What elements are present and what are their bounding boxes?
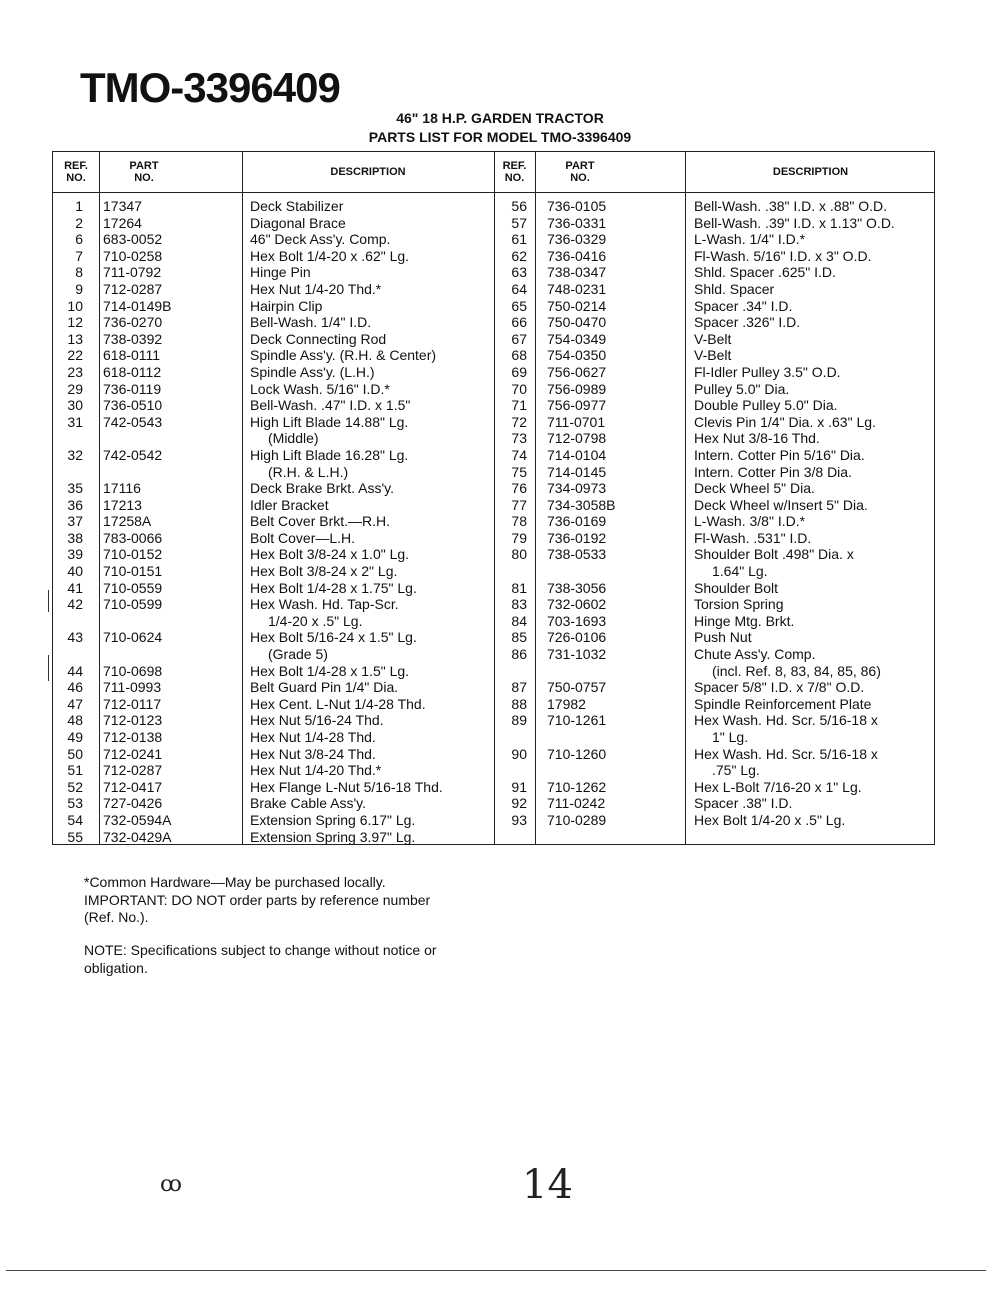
part-description: Deck Brake Brkt. Ass'y. [250, 480, 395, 497]
part-description: Hex L-Bolt 7/16-20 x 1" Lg. [694, 778, 862, 795]
part-number: 714-0149B [103, 297, 172, 314]
part-number: 17116 [103, 480, 141, 497]
part-number: 711-0242 [547, 795, 606, 812]
part-description: Chute Ass'y. Comp. [694, 646, 816, 663]
part-number: 710-0258 [103, 247, 163, 264]
ref-number: 91 [511, 778, 527, 795]
part-description: Spindle Ass'y. (R.H. & Center) [250, 347, 437, 364]
parts-row [53, 281, 934, 298]
part-description: Deck Wheel w/Insert 5" Dia. [694, 496, 868, 513]
part-description: Hex Bolt 1/4-20 x .5" Lg. [694, 811, 846, 828]
part-description: Bell-Wash. .38" I.D. x .88" O.D. [694, 198, 888, 214]
ref-number: 71 [511, 397, 527, 414]
ref-number: 64 [511, 280, 527, 297]
part-number: 736-0329 [547, 231, 607, 248]
parts-row [53, 264, 934, 281]
model-title: TMO-3396409 [80, 64, 340, 111]
ref-number: 79 [511, 529, 527, 546]
part-number: 736-0270 [103, 314, 163, 331]
part-description: Brake Cable Ass'y. [250, 795, 367, 812]
part-description: Deck Wheel 5" Dia. [694, 480, 815, 497]
ref-number: 55 [67, 828, 83, 845]
part-description: Diagonal Brace [250, 214, 346, 231]
page-bottom-rule [6, 1270, 986, 1271]
ref-number: 76 [511, 480, 527, 497]
part-number: 712-0417 [103, 778, 163, 795]
scan-margin-mark [48, 655, 49, 681]
part-description: L-Wash. 3/8" I.D.* [694, 513, 806, 530]
part-description: (incl. Ref. 8, 83, 84, 85, 86) [712, 662, 881, 679]
part-description: Idler Bracket [250, 496, 329, 513]
ref-number: 48 [67, 712, 83, 729]
ref-number: 43 [67, 629, 83, 646]
part-number: 731-1032 [547, 646, 607, 663]
parts-row [53, 546, 934, 563]
parts-row [53, 829, 934, 846]
part-description: Spacer .38" I.D. [694, 795, 793, 812]
parts-row [53, 629, 934, 646]
part-description: Double Pulley 5.0" Dia. [694, 397, 838, 414]
part-description: V-Belt [694, 330, 732, 347]
parts-row [53, 464, 934, 481]
part-description: Bell-Wash. .47" I.D. x 1.5" [250, 397, 411, 414]
parts-row [53, 381, 934, 398]
ref-number: 35 [67, 480, 83, 497]
part-description: Hex Nut 1/4-20 Thd.* [250, 762, 382, 779]
part-number: 683-0052 [103, 231, 163, 248]
part-number: 736-0119 [103, 380, 162, 397]
part-description: Shld. Spacer [694, 280, 775, 297]
parts-row [53, 513, 934, 530]
part-number: 17347 [103, 198, 142, 214]
part-number: 17213 [103, 496, 142, 513]
parts-row [53, 248, 934, 265]
part-description: Spindle Reinforcement Plate [694, 695, 872, 712]
ref-number: 7 [75, 247, 83, 264]
parts-row [53, 231, 934, 248]
parts-row [53, 762, 934, 779]
ref-number: 51 [67, 762, 83, 779]
parts-row [53, 447, 934, 464]
ref-number: 77 [511, 496, 527, 513]
parts-row [53, 397, 934, 414]
ref-number: 1 [75, 198, 83, 214]
ref-number: 84 [511, 612, 527, 629]
part-description: (R.H. & L.H.) [268, 463, 349, 480]
ref-number: 73 [511, 430, 527, 447]
part-description: High Lift Blade 16.28" Lg. [250, 446, 409, 463]
part-description: Spindle Ass'y. (L.H.) [250, 363, 375, 380]
part-number: 711-0993 [103, 679, 162, 696]
ref-number: 40 [67, 563, 83, 580]
parts-row [53, 646, 934, 663]
part-number: 712-0123 [103, 712, 163, 729]
ref-number: 66 [511, 314, 527, 331]
ref-number: 70 [511, 380, 527, 397]
parts-row [53, 414, 934, 431]
part-number: 17258A [103, 513, 152, 530]
part-number: 738-0392 [103, 330, 163, 347]
scan-margin-mark [48, 590, 49, 612]
document-subtitle: 46" 18 H.P. GARDEN TRACTOR [396, 110, 604, 126]
part-number: 17264 [103, 214, 142, 231]
ref-number: 63 [511, 264, 527, 281]
part-description: Hex Bolt 3/8-24 x 1.0" Lg. [250, 546, 410, 563]
ref-number: 53 [67, 795, 83, 812]
part-number: 754-0349 [547, 330, 607, 347]
ref-number: 2 [75, 214, 83, 231]
header-ref-left: REF. NO. [64, 160, 88, 184]
ref-number: 87 [511, 679, 527, 696]
part-number: 742-0543 [103, 413, 163, 430]
part-number: 783-0066 [103, 529, 163, 546]
header-description-left: DESCRIPTION [330, 166, 406, 178]
ref-number: 62 [511, 247, 527, 264]
ref-number: 22 [67, 347, 83, 364]
part-description: Hex Nut 3/8-24 Thd. [250, 745, 376, 762]
part-number: 732-0594A [103, 811, 172, 828]
ref-number: 54 [67, 811, 83, 828]
ref-number: 90 [511, 745, 527, 762]
part-description: Bell-Wash. .39" I.D. x 1.13" O.D. [694, 214, 895, 231]
part-number: 750-0214 [547, 297, 607, 314]
parts-row [53, 729, 934, 746]
part-number: 736-0169 [547, 513, 607, 530]
part-number: 618-0111 [103, 347, 161, 364]
part-number: 712-0798 [547, 430, 607, 447]
part-description: Hex Nut 3/8-16 Thd. [694, 430, 820, 447]
part-number: 738-0347 [547, 264, 607, 281]
part-description: .75" Lg. [712, 762, 760, 779]
part-number: 736-0192 [547, 529, 607, 546]
part-number: 712-0117 [103, 695, 162, 712]
ref-number: 38 [67, 529, 83, 546]
part-description: Hex Bolt 5/16-24 x 1.5" Lg. [250, 629, 417, 646]
part-number: 738-3056 [547, 579, 607, 596]
part-description: Pulley 5.0" Dia. [694, 380, 790, 397]
part-description: Bolt Cover—L.H. [250, 529, 356, 546]
part-description: Hex Wash. Hd. Tap-Scr. [250, 596, 399, 613]
part-number: 710-0698 [103, 662, 163, 679]
part-number: 618-0112 [103, 363, 162, 380]
parts-row [53, 679, 934, 696]
part-number: 754-0350 [547, 347, 607, 364]
part-description: Intern. Cotter Pin 5/16" Dia. [694, 446, 865, 463]
ref-number: 89 [511, 712, 527, 729]
part-number: 732-0429A [103, 828, 172, 845]
ref-number: 67 [511, 330, 527, 347]
parts-row [53, 480, 934, 497]
parts-row [53, 746, 934, 763]
parts-row [53, 497, 934, 514]
part-number: 732-0602 [547, 596, 607, 613]
ref-number: 49 [67, 729, 83, 745]
part-description: Belt Cover Brkt.—R.H. [250, 513, 391, 530]
ref-number: 86 [511, 646, 527, 663]
ref-number: 72 [511, 413, 527, 430]
part-description: Hinge Mtg. Brkt. [694, 612, 795, 629]
part-description: Hinge Pin [250, 264, 311, 281]
part-description: Spacer 5/8" I.D. x 7/8" O.D. [694, 679, 865, 696]
ref-number: 52 [67, 778, 83, 795]
ref-number: 36 [67, 496, 83, 513]
parts-row [53, 347, 934, 364]
part-description: Fl-Wash. .531" I.D. [694, 529, 812, 546]
part-number: 710-1261 [547, 712, 607, 729]
parts-row [53, 563, 934, 580]
part-number: 711-0701 [547, 413, 606, 430]
part-number: 712-0138 [103, 729, 163, 745]
part-description: 1/4-20 x .5" Lg. [268, 612, 363, 629]
common-hardware-note: *Common Hardware—May be purchased locally. IMPORTANT: DO NOT order parts by reference number (Ref. No.). [84, 874, 431, 925]
ref-number: 83 [511, 596, 527, 613]
part-number: 727-0426 [103, 795, 163, 812]
ref-number: 10 [67, 297, 83, 314]
part-number: 726-0106 [547, 629, 607, 646]
part-number: 750-0470 [547, 314, 607, 331]
part-number: 734-0973 [547, 480, 607, 497]
ref-number: 69 [511, 363, 527, 380]
part-number: 736-0331 [547, 214, 607, 231]
part-number: 742-0542 [103, 446, 163, 463]
header-description-right: DESCRIPTION [772, 166, 849, 178]
parts-row [53, 530, 934, 547]
part-description: Extension Spring 3.97" Lg. [250, 828, 416, 845]
part-number: 756-0627 [547, 363, 607, 380]
part-description: Hex Bolt 3/8-24 x 2" Lg. [250, 563, 398, 580]
part-description: Hex Cent. L-Nut 1/4-28 Thd. [250, 695, 426, 712]
part-number: 710-0289 [547, 811, 607, 828]
header-ref-right: REF. NO. [502, 160, 527, 184]
ref-number: 74 [511, 446, 527, 463]
part-number: 714-0104 [547, 446, 607, 463]
ref-number: 29 [67, 380, 83, 397]
part-description: (Grade 5) [268, 646, 328, 663]
parts-row [53, 215, 934, 232]
part-number: 710-0559 [103, 579, 163, 596]
parts-row [53, 198, 934, 215]
ref-number: 80 [511, 546, 527, 563]
ref-number: 37 [67, 513, 83, 530]
ref-number: 42 [67, 596, 83, 613]
part-description: Hex Nut 1/4-28 Thd. [250, 729, 376, 745]
part-description: (Middle) [268, 430, 319, 447]
ref-number: 46 [67, 679, 83, 696]
part-description: Deck Connecting Rod [250, 330, 387, 347]
parts-row [53, 430, 934, 447]
parts-row [53, 596, 934, 613]
ref-number: 6 [75, 231, 83, 248]
ref-number: 13 [67, 330, 83, 347]
part-number: 710-0599 [103, 596, 163, 613]
part-description: 1.64" Lg. [712, 563, 768, 580]
part-description: Extension Spring 6.17" Lg. [250, 811, 416, 828]
ref-number: 50 [67, 745, 83, 762]
part-description: Belt Guard Pin 1/4" Dia. [250, 679, 399, 696]
part-number: 710-0151 [103, 563, 163, 580]
header-part-right: PART NO. [565, 160, 595, 184]
part-description: Hex Nut 5/16-24 Thd. [250, 712, 384, 729]
header-part-left: PART NO. [129, 160, 159, 184]
part-description: 46" Deck Ass'y. Comp. [250, 231, 391, 248]
part-description: Fl-Wash. 5/16" I.D. x 3" O.D. [694, 247, 872, 264]
ref-number: 12 [67, 314, 83, 331]
part-number: 738-0533 [547, 546, 607, 563]
ref-number: 56 [511, 198, 527, 214]
part-description: Hex Bolt 1/4-20 x .62" Lg. [250, 247, 410, 264]
part-description: Hex Flange L-Nut 5/16-18 Thd. [250, 778, 443, 795]
part-description: Hex Wash. Hd. Scr. 5/16-18 x [694, 745, 878, 762]
ref-number: 23 [67, 363, 83, 380]
part-number: 712-0287 [103, 280, 163, 297]
part-description: Shoulder Bolt .498" Dia. x [694, 546, 854, 563]
parts-row [53, 812, 934, 829]
part-description: Shld. Spacer .625" I.D. [694, 264, 836, 281]
part-description: Hex Nut 1/4-20 Thd.* [250, 280, 382, 297]
ref-number: 61 [511, 231, 527, 248]
ref-number: 65 [511, 297, 527, 314]
part-description: 1" Lg. [712, 729, 749, 745]
ref-number: 39 [67, 546, 83, 563]
part-description: Hex Wash. Hd. Scr. 5/16-18 x [694, 712, 878, 729]
part-description: Spacer .34" I.D. [694, 297, 793, 314]
parts-row [53, 795, 934, 812]
parts-list-right [53, 198, 934, 829]
handwritten-page-number: 14 [522, 1162, 573, 1208]
header-divider [53, 192, 934, 193]
part-description: Intern. Cotter Pin 3/8 Dia. [694, 463, 852, 480]
ref-number: 85 [511, 629, 527, 646]
ref-number: 44 [67, 662, 83, 679]
ref-number: 41 [67, 579, 83, 596]
ref-number: 57 [511, 214, 527, 231]
ref-number: 92 [511, 795, 527, 812]
part-number: 17982 [547, 695, 586, 712]
parts-row [53, 580, 934, 597]
part-description: Hex Bolt 1/4-28 x 1.5" Lg. [250, 662, 410, 679]
part-number: 710-0624 [103, 629, 163, 646]
part-description: Shoulder Bolt [694, 579, 779, 596]
parts-table [52, 151, 935, 845]
part-description: Bell-Wash. 1/4" I.D. [250, 314, 372, 331]
ref-number: 78 [511, 513, 527, 530]
ref-number: 81 [511, 579, 527, 596]
parts-row [53, 663, 934, 680]
part-description: High Lift Blade 14.88" Lg. [250, 413, 409, 430]
part-description: L-Wash. 1/4" I.D.* [694, 231, 806, 248]
ref-number: 93 [511, 811, 527, 828]
specifications-note: NOTE: Specifications subject to change without notice or obligation. [84, 942, 437, 976]
part-number: 712-0241 [103, 745, 163, 762]
ref-number: 75 [511, 463, 527, 480]
part-number: 756-0977 [547, 397, 607, 414]
part-number: 748-0231 [547, 280, 607, 297]
part-description: Torsion Spring [694, 596, 784, 613]
ref-number: 30 [67, 397, 83, 414]
part-description: Lock Wash. 5/16" I.D.* [250, 380, 390, 397]
parts-row [53, 331, 934, 348]
part-number: 712-0287 [103, 762, 163, 779]
parts-row [53, 298, 934, 315]
parts-row [53, 779, 934, 796]
part-description: V-Belt [694, 347, 732, 364]
part-description: Hex Bolt 1/4-28 x 1.75" Lg. [250, 579, 417, 596]
part-number: 711-0792 [103, 264, 162, 281]
part-number: 703-1693 [547, 612, 607, 629]
parts-row [53, 613, 934, 630]
part-number: 736-0105 [547, 198, 607, 214]
part-number: 714-0145 [547, 463, 607, 480]
part-description: Hairpin Clip [250, 297, 323, 314]
part-number: 734-3058B [547, 496, 616, 513]
part-description: Fl-Idler Pulley 3.5" O.D. [694, 363, 841, 380]
part-description: Spacer .326" I.D. [694, 314, 801, 331]
ref-number: 47 [67, 695, 83, 712]
parts-row [53, 314, 934, 331]
part-number: 736-0510 [103, 397, 163, 414]
part-description: Push Nut [694, 629, 752, 646]
parts-list-heading: PARTS LIST FOR MODEL TMO-3396409 [368, 129, 632, 145]
ref-number: 8 [75, 264, 83, 281]
handwritten-mark: ꝏ [160, 1172, 182, 1197]
ref-number: 31 [67, 413, 83, 430]
part-number: 750-0757 [547, 679, 607, 696]
ref-number: 32 [67, 446, 83, 463]
parts-row [53, 696, 934, 713]
part-number: 710-0152 [103, 546, 163, 563]
parts-row [53, 364, 934, 381]
part-number: 736-0416 [547, 247, 607, 264]
parts-row [53, 712, 934, 729]
part-description: Deck Stabilizer [250, 198, 344, 214]
part-description: Clevis Pin 1/4" Dia. x .63" Lg. [694, 413, 876, 430]
ref-number: 68 [511, 347, 527, 364]
part-number: 710-1262 [547, 778, 607, 795]
ref-number: 88 [511, 695, 527, 712]
ref-number: 9 [75, 280, 83, 297]
part-number: 756-0989 [547, 380, 607, 397]
part-number: 710-1260 [547, 745, 607, 762]
